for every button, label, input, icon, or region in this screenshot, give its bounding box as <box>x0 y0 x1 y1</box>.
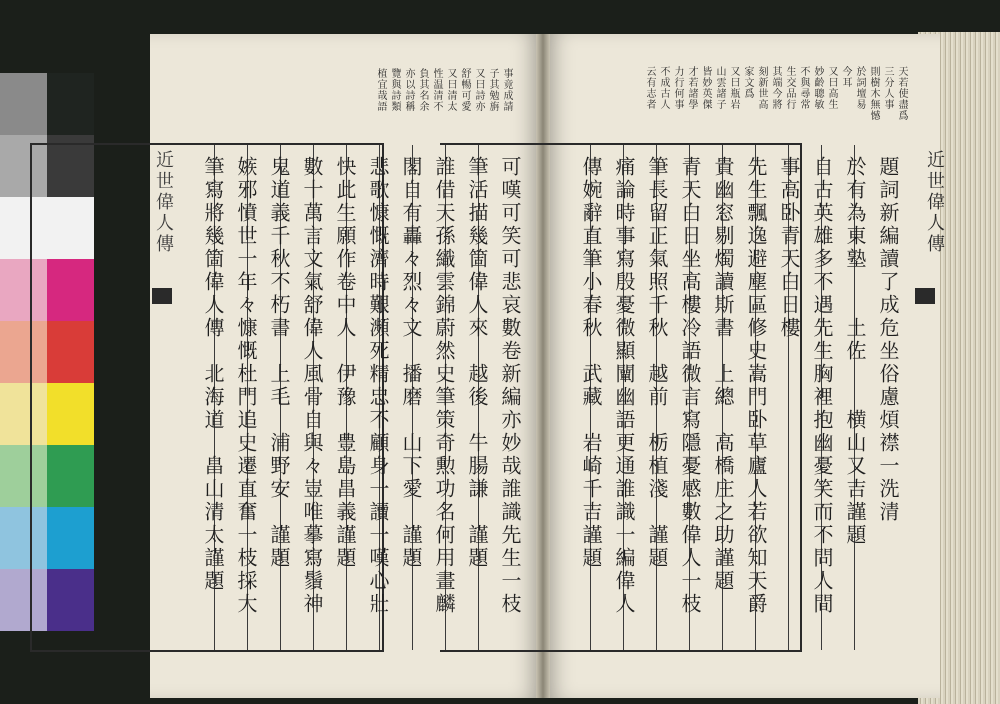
text-column: 嫉邪憤世一年々慷慨杜門追史遷直奮一枝採大 <box>234 156 258 616</box>
text-column: 青天白日坐高樓冷語微言寫隱憂感數偉人一枝 <box>678 156 702 616</box>
marginal-note: 舒暢可愛 <box>459 68 470 112</box>
text-column: 快此生願作卷中人 伊豫 豊島昌義謹題 <box>333 156 357 570</box>
marginal-note: 不與尋常 <box>798 66 809 110</box>
text-column: 閣自有轟々烈々文 播磨 山下愛 謹題 <box>399 156 423 570</box>
marginal-note: 三分人事 <box>882 66 893 110</box>
marginal-note: 刻新世高 <box>756 66 767 110</box>
text-column: 題詞新編讀了成危坐俗慮煩襟一洗清 <box>876 156 900 524</box>
text-column: 自古英雄多不遇先生胸裡抱幽憂笑而不問人間 <box>810 156 834 616</box>
left-page-margin-title: 近世偉人傳 <box>153 150 174 255</box>
text-column: 事高卧青天白日樓 <box>777 156 801 340</box>
marginal-note: 性温清不 <box>431 68 442 112</box>
leaf-marker <box>915 288 935 304</box>
marginal-note: 今耳 <box>840 66 851 88</box>
marginal-note: 又曰清太 <box>445 68 456 112</box>
right-page-header: 近世偉人傳 <box>924 150 945 255</box>
marginal-note: 亦以詩稱 <box>403 68 414 112</box>
marginal-note: 云有志者 <box>644 66 655 110</box>
marginal-note: 生交品行 <box>784 66 795 110</box>
marginal-note: 事竟成請 <box>501 68 512 112</box>
marginal-note: 又曰瓶岩 <box>728 66 739 110</box>
text-column: 筆長留正氣照千秋 越前 栃植淺 謹題 <box>645 156 669 570</box>
text-column: 傳婉辭直筆小春秋 武藏 岩崎千吉謹題 <box>579 156 603 570</box>
color-swatch <box>0 73 47 135</box>
marginal-note: 不成古人 <box>658 66 669 110</box>
marginal-note: 妙齡聰敏 <box>812 66 823 110</box>
marginal-note: 則樹木無憾 <box>868 66 879 121</box>
text-column: 鬼道義千秋不朽書 上毛 浦野安 謹題 <box>267 156 291 570</box>
marginal-note: 皆妙英傑 <box>700 66 711 110</box>
text-column: 悲歌慷慨濟時艱瀕死精忠不顧身一讀一嘆心壯 <box>366 156 390 616</box>
text-column: 貴幽窓剔燭讀斯書 上總 高橋庄之助謹題 <box>711 156 735 593</box>
leaf-marker-left <box>152 288 172 304</box>
text-column: 可嘆可笑可悲哀數卷新編亦妙哉誰識先生一枝 <box>498 156 522 616</box>
marginal-note: 山雲諸子 <box>714 66 725 110</box>
marginal-note: 又曰高生 <box>826 66 837 110</box>
text-column: 先生飄逸避塵區修史嵩門卧草廬人若欲知天爵 <box>744 156 768 616</box>
marginal-note: 力行何事 <box>672 66 683 110</box>
text-column: 於有為東塾 土佐 横山又吉謹題 <box>843 156 867 547</box>
marginal-note: 又曰詩亦 <box>473 68 484 112</box>
text-column: 筆活描幾箇偉人來 越後 牛腸謙 謹題 <box>465 156 489 570</box>
marginal-note: 才若諸學 <box>686 66 697 110</box>
text-column: 數十萬言文氣舒偉人風骨自與々豈唯摹寫鬚神 <box>300 156 324 616</box>
marginal-note: 天若使盡爲 <box>896 66 907 121</box>
marginal-note: 家文爲 <box>742 66 753 99</box>
text-column: 痛論時事寫殷憂微顯闡幽語更通誰識一編偉人 <box>612 156 636 616</box>
marginal-note: 其端今將 <box>770 66 781 110</box>
color-swatch <box>47 73 94 135</box>
marginal-note: 覽與詩類 <box>389 68 400 112</box>
marginal-note: 植宜哉語 <box>375 68 386 112</box>
marginal-note: 子其勉旃 <box>487 68 498 112</box>
marginal-note: 於詞壇易 <box>854 66 865 110</box>
text-column: 誰借天孫織雲錦蔚然史筆策奇勲功名何用畫麟 <box>432 156 456 616</box>
marginal-note: 負其名余 <box>417 68 428 112</box>
text-column: 筆寫將幾箇偉人傳 北海道 畠山清太謹題 <box>201 156 225 593</box>
